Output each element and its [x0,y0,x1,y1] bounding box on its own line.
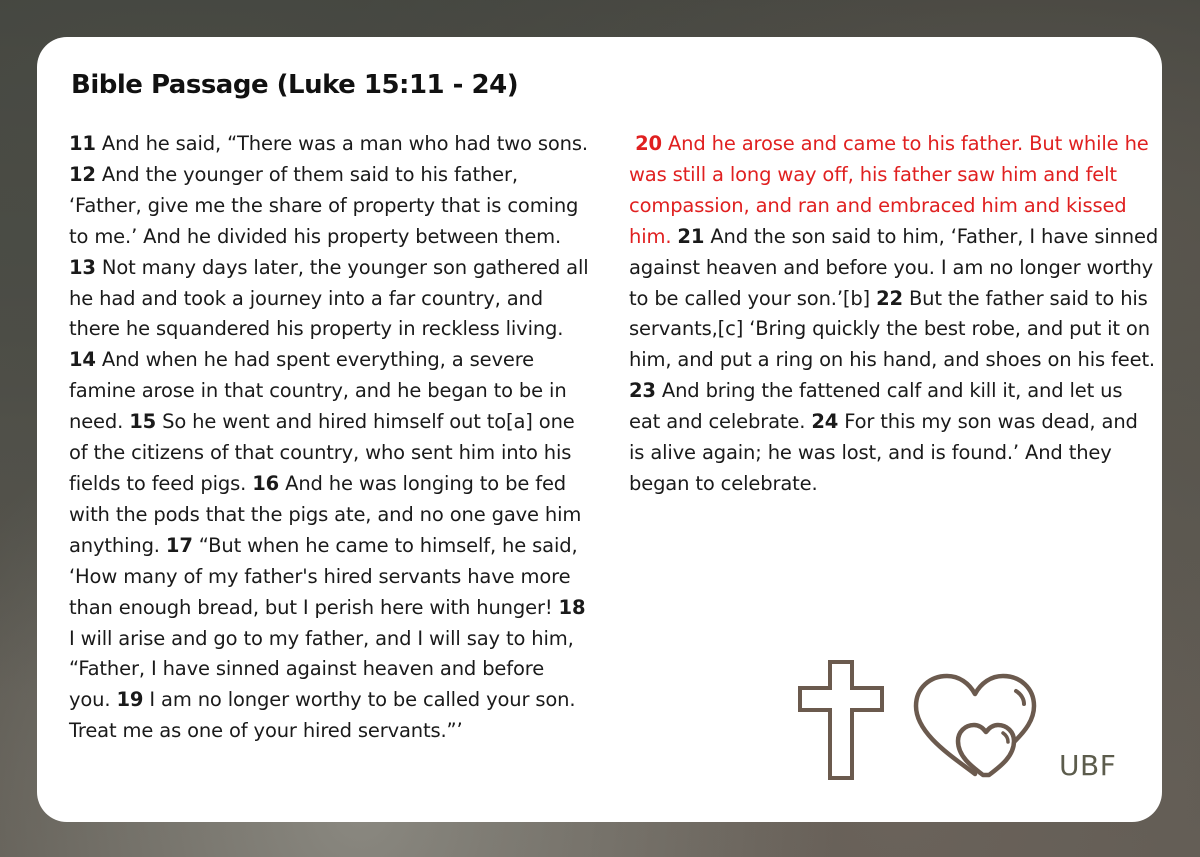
passage-column-left [69,129,591,747]
verse-text: I am no longer worthy to be called your son. Treat me as one of your hired servants.”’ [69,688,576,743]
verse-text: And when he had spent everything, a severe famine arose in that country, and he began to be in need. [69,348,567,434]
verse-number: 24 [811,410,839,434]
verse-number: 20 [635,132,662,155]
passage-column-right [629,129,1159,500]
verse-text: And he was longing to be fed with the pods that the pigs ate, and no one gave him anything. [69,471,582,557]
verse-number: 23 [629,379,656,403]
verse-number: 17 [165,533,193,557]
verse-number: 16 [252,471,280,495]
verse-text: “But when he came to himself, he said, ‘How many of my father's hired servants have more than enough bread, but I perish here with hunger! [69,533,578,619]
verse-text: And bring the fattened calf and kill it, and let us eat and celebrate. [629,379,1123,434]
verse-number: 21 [677,224,705,248]
verse-text: For this my son was dead, and is alive again; he was lost, and is found.’ And they began to celebrate. [629,410,1138,495]
verse-number: 13 [69,255,96,279]
verse-text: So he went and hired himself out to[a] one of the citizens of that country, who sent him into his fields to feed pigs. [69,410,575,495]
verse-text: And he arose and came to his father. But while he was still a long way off, his father saw him and felt compassion, and ran and embraced him and kissed him. [629,132,1149,248]
hearts-icon [913,673,1037,779]
page-title: Bible Passage (Luke 15:11 - 24) [71,70,519,100]
verse-number: 18 [558,595,586,619]
verse-text: And the younger of them said to his father, ‘Father, give me the share of property that is coming to me.’ And he divided his property between them. [69,162,579,248]
verse-number: 14 [69,348,96,372]
passage-card [37,37,1162,822]
verse-text: But the father said to his servants,[c] ‘Bring quickly the best robe, and put it on him, and put a ring on his hand, and shoes on his feet. [629,286,1155,372]
verse-number: 19 [116,688,144,712]
verse-number: 11 [69,132,96,155]
verse-text: I will arise and go to my father, and I will say to him, “Father, I have sinned against heaven and before you. [69,626,574,712]
brand-logo: UBF [1059,749,1117,782]
verse-text: Not many days later, the younger son gathered all he had and took a journey into a far country, and there he squandered his property in reckless living. [69,255,589,341]
verse-number: 15 [129,410,157,434]
verse-number: 12 [69,162,96,186]
verse-number: 22 [876,286,903,310]
cross-icon [797,659,887,781]
verse-text: And he said, “There was a man who had two sons. [95,132,588,155]
verse-text: And the son said to him, ‘Father, I have sinned against heaven and before you. I am no longer worthy to be called your son.’[b] [629,224,1159,310]
